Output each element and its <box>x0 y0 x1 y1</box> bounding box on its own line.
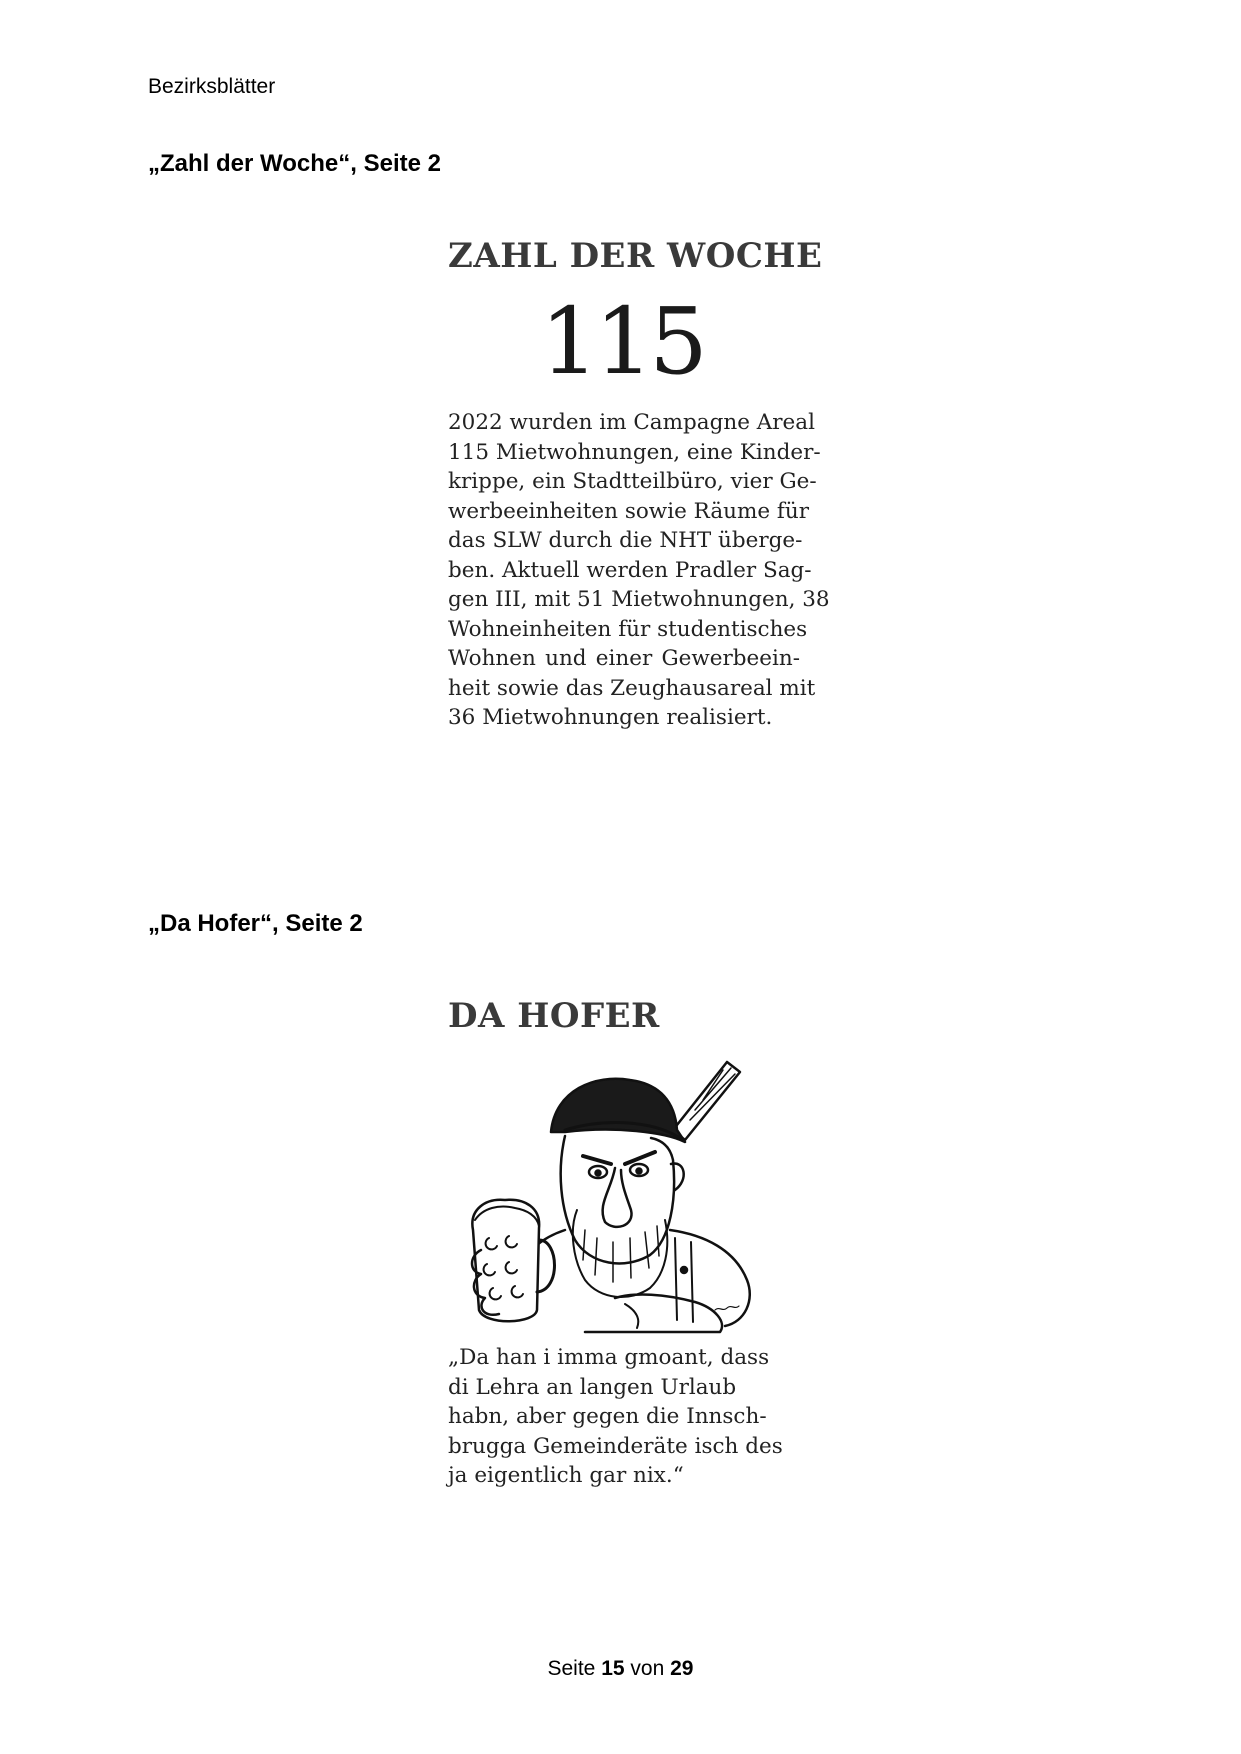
quote-line: ja eigentlich gar nix.“ <box>448 1463 684 1488</box>
body-line: Wohneinheiten für studentisches <box>448 616 808 642</box>
number-of-the-week: 115 <box>540 288 704 395</box>
body-line: krippe, ein Stadtteilbüro, vier Ge- <box>448 469 817 494</box>
page-footer <box>0 1657 1241 1681</box>
section-heading-zahl-der-woche: „Zahl der Woche“, Seite 2 <box>148 150 441 177</box>
body-line: heit sowie das Zeughausareal mit <box>448 675 816 701</box>
clip-title-zahl-der-woche: ZAHL DER WOCHE <box>448 236 823 276</box>
body-line: 36 Mietwohnungen realisiert. <box>448 705 773 730</box>
footer-current-page: 15 <box>601 1657 625 1680</box>
clip-body-zahl-der-woche <box>448 408 830 733</box>
body-line: werbeeinheiten sowie Räume für <box>448 498 810 524</box>
publication-label: Bezirksblätter <box>148 75 276 98</box>
footer-prefix: Seite <box>547 1657 596 1680</box>
body-line: Wohnen und einer Gewerbeein- <box>448 646 800 671</box>
cartoon-man-with-beer-mug-icon <box>465 1060 775 1335</box>
clip-title-da-hofer: DA HOFER <box>448 996 660 1036</box>
quote-line: di Lehra an langen Urlaub <box>448 1374 737 1400</box>
footer-total-pages: 29 <box>670 1657 694 1680</box>
quote-line: habn, aber gegen die Innsch- <box>448 1404 767 1429</box>
body-line: das SLW durch die NHT überge- <box>448 528 803 553</box>
clip-body-da-hofer <box>448 1343 788 1491</box>
section-heading-da-hofer: „Da Hofer“, Seite 2 <box>148 910 363 937</box>
body-line: gen III, mit 51 Mietwohnungen, 38 <box>448 587 830 612</box>
quote-line: brugga Gemeinderäte isch des <box>448 1433 783 1459</box>
body-line: ben. Aktuell werden Pradler Sag- <box>448 557 812 583</box>
body-line: 2022 wurden im Campagne Areal <box>448 410 815 435</box>
footer-middle: von <box>630 1657 665 1680</box>
body-line: 115 Mietwohnungen, eine Kinder- <box>448 439 821 465</box>
quote-line: „Da han i imma gmoant, dass <box>448 1345 770 1370</box>
